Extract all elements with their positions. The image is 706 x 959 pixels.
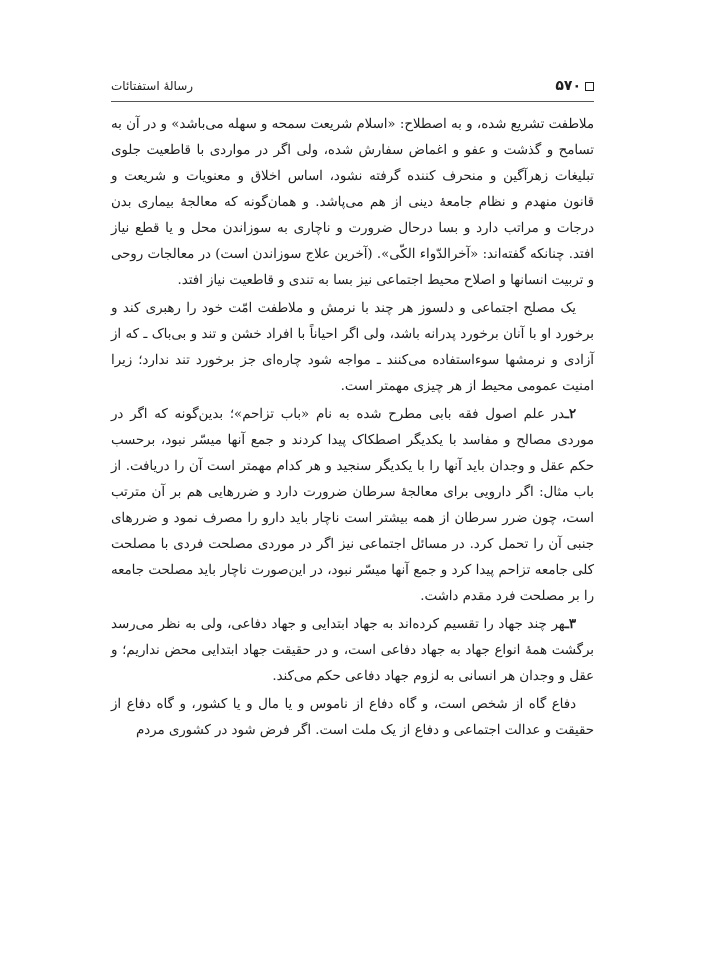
running-title: رسالهٔ استفتائات: [111, 79, 194, 93]
paragraph-numbered: [111, 402, 594, 610]
paragraph: ملاطفت تشریع شده، و به اصطلاح: «اسلام شریعت سمحه و سهله می‌باشد» و در آن به تسامح و گذشت و عفو و اغماض سفارش شده، ولی اگر در مواردی با قاطعیت جلوی تبلیغات زهرآگین و منحرف کننده گرفته نشود، اساس اخلاق و معنویات و شریعت و قانون منهدم و نظام جامعهٔ دینی از هم می‌پاشد. و همان‌گونه که معالجهٔ بیماری بدن درجات و مراتب دارد و بسا درحال ضرورت و ناچاری به سوزاندن محل و یا قطع نیاز افتد. چنانکه گفته‌اند: «آخرالدّواء الکّی». (آخرین علاج سوزاندن است) در معالجات روحی و تربیت انسانها و اصلاح محیط اجتماعی نیز بسا به تندی و قاطعیت نیاز افتد.: [111, 117, 594, 288]
paragraph-text: هر چند جهاد را تقسیم کرده‌اند به جهاد ابتدایی و جهاد دفاعی، ولی به نظر می‌رسد برگشت همهٔ انواع جهاد به جهاد دفاعی است، و در حقیقت جهاد ابتدایی محض نداریم؛ و عقل و وجدان هر انسانی به لزوم جهاد دفاعی حکم می‌کند.: [111, 617, 594, 684]
paragraph: یک مصلح اجتماعی و دلسوز هر چند با نرمش و ملاطفت امّت خود را رهبری کند و برخورد او با آنان برخورد پدرانه باشد، ولی اگر احیاناً با افراد خشن و تند و بی‌باک ـ که از آزادی و نرمشها سوءاستفاده می‌کنند ـ مواجه شود چاره‌ای جز برخورد تند ندارد؛ زیرا امنیت عمومی محیط از هر چیزی مهمتر است.: [111, 301, 594, 394]
page-header: [111, 76, 594, 96]
square-bullet-icon: [585, 82, 594, 91]
page-number: [555, 78, 594, 94]
body-text: [111, 112, 594, 744]
paragraph-number: ۲ـ: [564, 407, 576, 422]
paragraph-numbered: [111, 612, 594, 690]
header-divider: [111, 101, 594, 102]
paragraph-number: ۳ـ: [564, 617, 576, 632]
page-number-text: ۵۷۰: [555, 78, 581, 94]
paragraph: دفاع گاه از شخص است، و گاه دفاع از ناموس و یا مال و یا کشور، و گاه دفاع از حقیقت و عدالت اجتماعی و دفاع از یک ملت است. اگر فرض شود در کشوری مردم: [111, 697, 594, 738]
paragraph-text: در علم اصول فقه بابی مطرح شده به نام «باب تزاحم»؛ بدین‌گونه که اگر در موردی مصالح و مفاسد با یکدیگر اصطکاک پیدا کردند و جمع آنها میسّر نبود، برحسب حکم عقل و وجدان باید آنها را با یکدیگر سنجید و هر کدام مهمتر است آن را دریافت. از باب مثال: اگر دارویی برای معالجهٔ سرطان ضرورت دارد و ضررهایی هم بر آن مترتب است، چون ضرر سرطان از همه بیشتر است ناچار باید دارو را مصرف نمود و ضررهای جنبی آن را تحمل کرد. در مسائل اجتماعی نیز اگر در موردی مصلحت فردی با مصلحت کلی جامعه تزاحم پیدا کرد و جمع آنها میسّر نبود، در این‌صورت ناچار باید مصلحت جامعه را بر مصلحت فرد مقدم داشت.: [111, 407, 594, 604]
